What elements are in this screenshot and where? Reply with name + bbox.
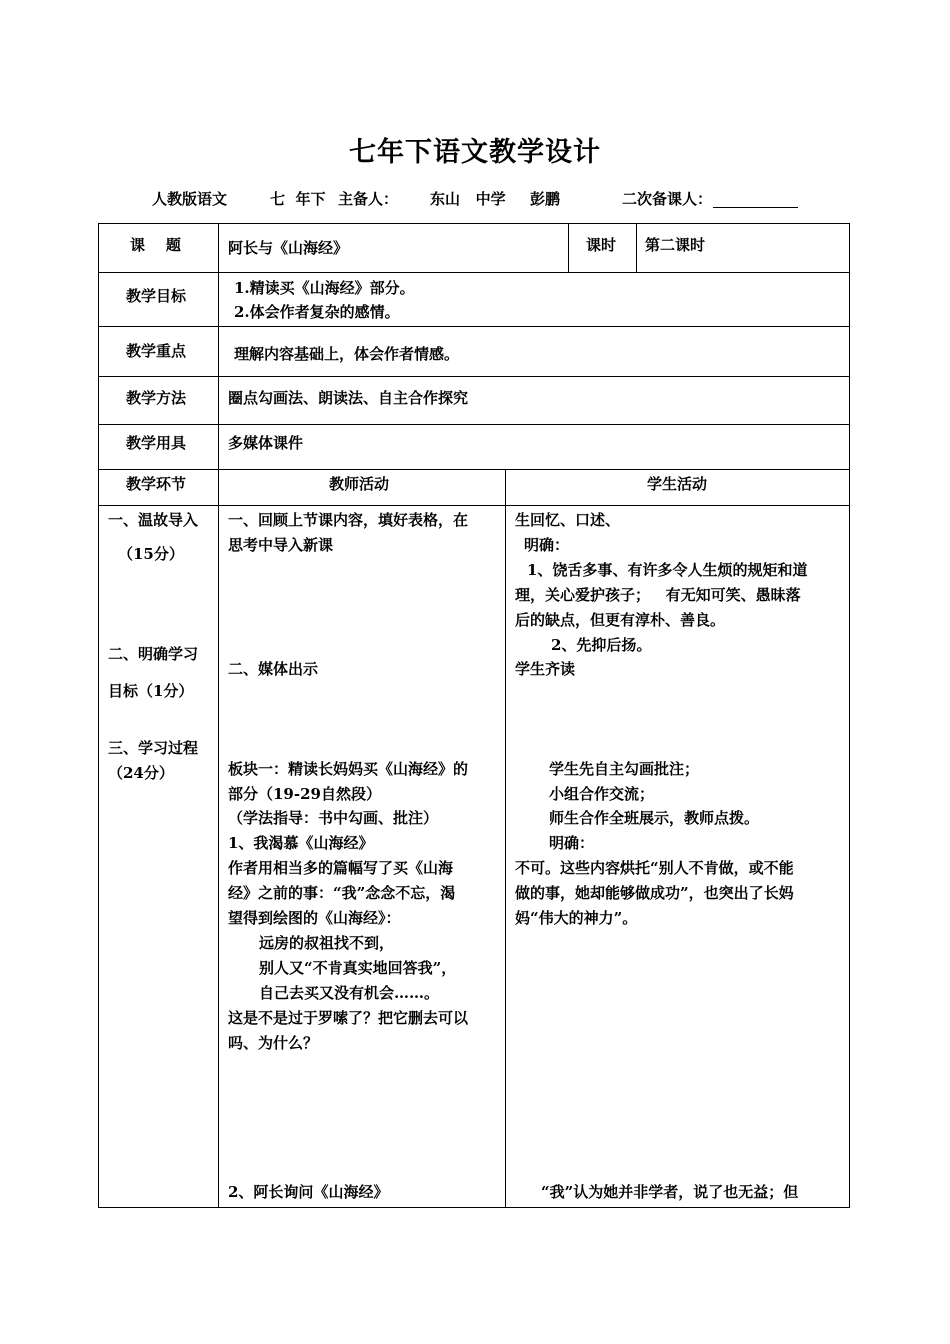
- goal-item: 2.体会作者复杂的感情。: [234, 303, 400, 321]
- column-divider: [505, 469, 506, 1208]
- method-label: 教学方法: [126, 389, 187, 407]
- student-text: 明确：: [549, 834, 595, 852]
- teacher-text: 这是不是过于罗嗦了？把它删去可以: [228, 1009, 469, 1027]
- teacher-text: 作者用相当多的篇幅写了买《山海: [228, 859, 454, 877]
- student-text: 师生合作全班展示，教师点拨。: [549, 809, 760, 827]
- teacher-text: 板块一：精读长妈妈买《山海经》的: [228, 760, 469, 778]
- stage-text: 一、温故导入: [108, 511, 199, 529]
- stage-text: 二、明确学习: [108, 645, 199, 663]
- teacher-text: 自己去买又没有机会……。: [259, 984, 440, 1002]
- method-value: 圈点勾画法、朗读法、自主合作探究: [228, 389, 469, 407]
- student-text: 理，关心爱护孩子； 有无知可笑、愚昧落: [515, 586, 801, 604]
- column-divider: [568, 223, 569, 272]
- focus-label: 教学重点: [126, 342, 187, 360]
- teacher-text: 思考中导入新课: [228, 536, 334, 554]
- second-preparer-label: 二次备课人：: [622, 190, 713, 208]
- teacher-column-header: 教师活动: [329, 475, 390, 493]
- student-text: 明确：: [524, 536, 570, 554]
- stage-text: （15分）: [118, 545, 184, 563]
- second-preparer-underline: [713, 207, 798, 208]
- teacher-text: 2、阿长询问《山海经》: [228, 1183, 389, 1201]
- student-text: 后的缺点，但更有淳朴、善良。: [515, 611, 726, 629]
- student-text: 1、饶舌多事、有许多令人生烦的规矩和道: [527, 561, 808, 579]
- preparer-label: 主备人：: [338, 190, 399, 208]
- teacher-text: 望得到绘图的《山海经》：: [228, 909, 401, 927]
- edition-text: 人教版语文: [152, 190, 228, 208]
- student-text: “我”认为她并非学者，说了也无益；但: [541, 1183, 799, 1201]
- teacher-text: 别人又“不肯真实地回答我”，: [259, 959, 457, 977]
- preparer-name: 彭鹏: [530, 190, 561, 208]
- row-divider: [98, 272, 850, 273]
- teacher-text: 二、媒体出示: [228, 660, 319, 678]
- student-text: 小组合作交流；: [549, 785, 655, 803]
- stage-text: （24分）: [108, 764, 174, 782]
- student-text: 生回忆、口述、: [515, 511, 621, 529]
- period-label: 课时: [586, 236, 617, 254]
- student-text: 学生齐读: [515, 660, 576, 678]
- topic-value: 阿长与《山海经》: [228, 239, 349, 257]
- column-divider: [636, 223, 637, 272]
- student-text: 妈“伟大的神力”。: [515, 909, 638, 927]
- school-text: 东山 中学: [430, 190, 506, 208]
- column-divider: [218, 223, 219, 1208]
- goals-label: 教学目标: [126, 287, 187, 305]
- period-value: 第二课时: [645, 236, 706, 254]
- student-text: 2、先抑后扬。: [551, 636, 652, 654]
- teacher-text: 1、我渴慕《山海经》: [228, 834, 374, 852]
- row-divider: [98, 469, 850, 470]
- topic-label: 课 题: [130, 236, 181, 254]
- row-divider: [98, 424, 850, 425]
- student-text: 做的事，她却能够做成功”，也突出了长妈: [515, 884, 794, 902]
- teacher-text: 部分（19-29自然段）: [228, 785, 381, 803]
- tools-label: 教学用具: [126, 434, 187, 452]
- row-divider: [98, 505, 850, 506]
- stage-text: 三、学习过程: [108, 739, 199, 757]
- stage-text: 目标（1分）: [108, 682, 194, 700]
- teacher-text: 吗、为什么？: [228, 1034, 319, 1052]
- tools-value: 多媒体课件: [228, 434, 304, 452]
- row-divider: [98, 376, 850, 377]
- student-text: 不可。这些内容烘托“别人不肯做，或不能: [515, 859, 794, 877]
- teacher-text: （学法指导：书中勾画、批注）: [228, 809, 439, 827]
- teacher-text: 经》之前的事：“我”念念不忘，渴: [228, 884, 456, 902]
- teacher-text: 一、回顾上节课内容，填好表格，在: [228, 511, 469, 529]
- document-title: 七年下语文教学设计: [349, 137, 601, 168]
- teacher-text: 远房的叔祖找不到，: [259, 934, 395, 952]
- student-column-header: 学生活动: [647, 475, 708, 493]
- goal-item: 1.精读买《山海经》部分。: [234, 279, 415, 297]
- stage-column-header: 教学环节: [126, 475, 187, 493]
- grade-text: 七 年下: [270, 190, 326, 208]
- table-border: [98, 223, 850, 1208]
- row-divider: [98, 326, 850, 327]
- focus-value: 理解内容基础上，体会作者情感。: [234, 345, 460, 363]
- student-text: 学生先自主勾画批注；: [549, 760, 700, 778]
